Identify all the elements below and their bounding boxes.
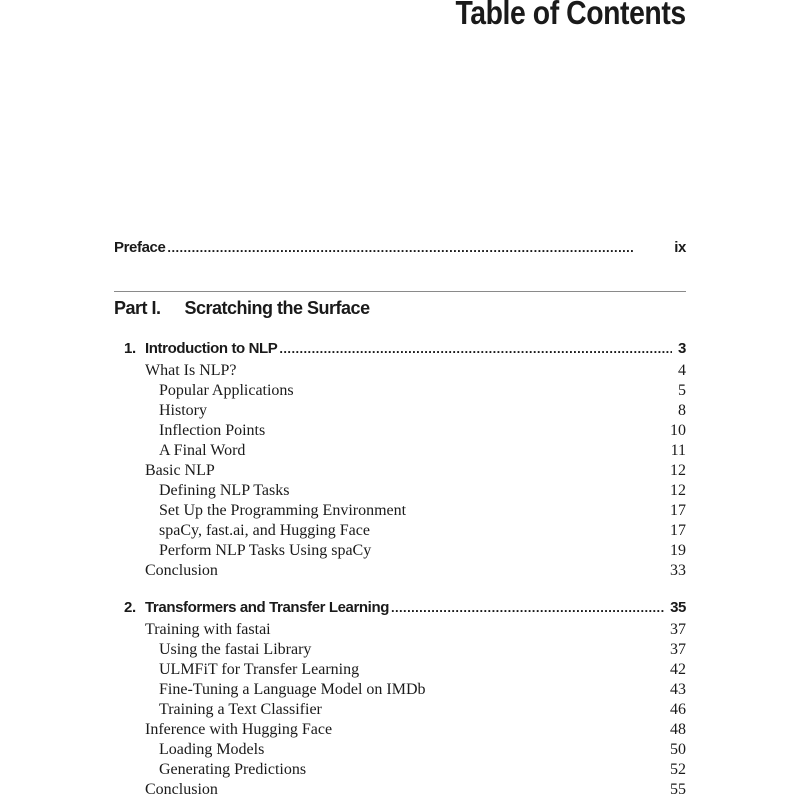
toc-section-row[interactable] [114,362,686,380]
section-label: Inference with Hugging Face [145,721,333,738]
subsection-label: Perform NLP Tasks Using spaCy [159,542,372,559]
subsection-label: Fine-Tuning a Language Model on IMDb [159,681,426,698]
dot-leader [167,240,668,255]
subsection-label: A Final Word [159,442,246,459]
part-title: Scratching the Surface [184,298,370,318]
entry-page: 48 [670,721,686,738]
toc-subsection-row[interactable] [114,522,686,540]
section-label: Conclusion [145,781,218,798]
entry-page: 11 [670,442,686,459]
part-heading [114,298,370,319]
toc-chapter-row[interactable] [114,340,686,357]
section-label: What Is NLP? [145,362,237,379]
section-label: Basic NLP [145,462,215,479]
toc-subsection-row[interactable] [114,641,686,659]
entry-page: 52 [670,761,686,778]
toc-subsection-row[interactable] [114,442,686,460]
subsection-label: Loading Models [159,741,265,758]
toc-section-row[interactable] [114,562,686,580]
entry-page: 42 [670,661,686,678]
subsection-label: Training a Text Classifier [159,701,322,718]
toc-subsection-row[interactable] [114,422,686,440]
section-label: Training with fastai [145,621,271,638]
toc-chapter-row[interactable] [114,599,686,616]
toc-subsection-row[interactable] [114,502,686,520]
dot-leader [279,341,672,356]
page-title: Table of Contents [455,0,686,31]
toc-subsection-row[interactable] [114,681,686,699]
entry-page: 12 [670,482,686,499]
preface-label: Preface [114,239,166,256]
toc-subsection-row[interactable] [114,741,686,759]
chapter-page: 3 [678,340,686,357]
dot-leader [391,600,664,615]
entry-page: 17 [670,502,686,519]
entry-page: 37 [670,641,686,658]
entry-page: 46 [670,701,686,718]
chapter-heading [114,340,277,357]
subsection-label: Using the fastai Library [159,641,312,658]
entry-page: 37 [670,621,686,638]
entry-page: 55 [670,781,686,798]
section-label: Conclusion [145,562,218,579]
entry-page: 10 [670,422,686,439]
toc-section-row[interactable] [114,462,686,480]
toc-preface-row[interactable] [114,239,686,256]
subsection-label: Defining NLP Tasks [159,482,290,499]
entry-page: 8 [678,402,686,419]
entry-page: 33 [670,562,686,579]
toc-section-row[interactable] [114,721,686,739]
chapter-number: 1. [124,340,136,357]
part-label: Part I. [114,298,161,318]
toc-section-row[interactable] [114,621,686,639]
subsection-label: Set Up the Programming Environment [159,502,407,519]
chapter-heading [114,599,389,616]
subsection-label: Generating Predictions [159,761,307,778]
chapter-title: Transformers and Transfer Learning [145,599,389,616]
subsection-label: ULMFiT for Transfer Learning [159,661,360,678]
chapter-title: Introduction to NLP [145,340,278,357]
entry-page: 12 [670,462,686,479]
toc-subsection-row[interactable] [114,402,686,420]
subsection-label: Inflection Points [159,422,266,439]
chapter-page: 35 [670,599,686,616]
toc-subsection-row[interactable] [114,482,686,500]
toc-subsection-row[interactable] [114,661,686,679]
entry-page: 19 [670,542,686,559]
entry-page: 50 [670,741,686,758]
entry-page: 5 [678,382,686,399]
subsection-label: History [159,402,207,419]
preface-page: ix [674,239,686,256]
chapter-number: 2. [124,599,136,616]
subsection-label: spaCy, fast.ai, and Hugging Face [159,522,370,539]
toc-subsection-row[interactable] [114,382,686,400]
entry-page: 17 [670,522,686,539]
toc-section-row[interactable] [114,781,686,799]
part-divider [114,291,686,292]
entry-page: 43 [670,681,686,698]
entry-page: 4 [678,362,686,379]
toc-subsection-row[interactable] [114,761,686,779]
toc-subsection-row[interactable] [114,701,686,719]
subsection-label: Popular Applications [159,382,294,399]
toc-subsection-row[interactable] [114,542,686,560]
